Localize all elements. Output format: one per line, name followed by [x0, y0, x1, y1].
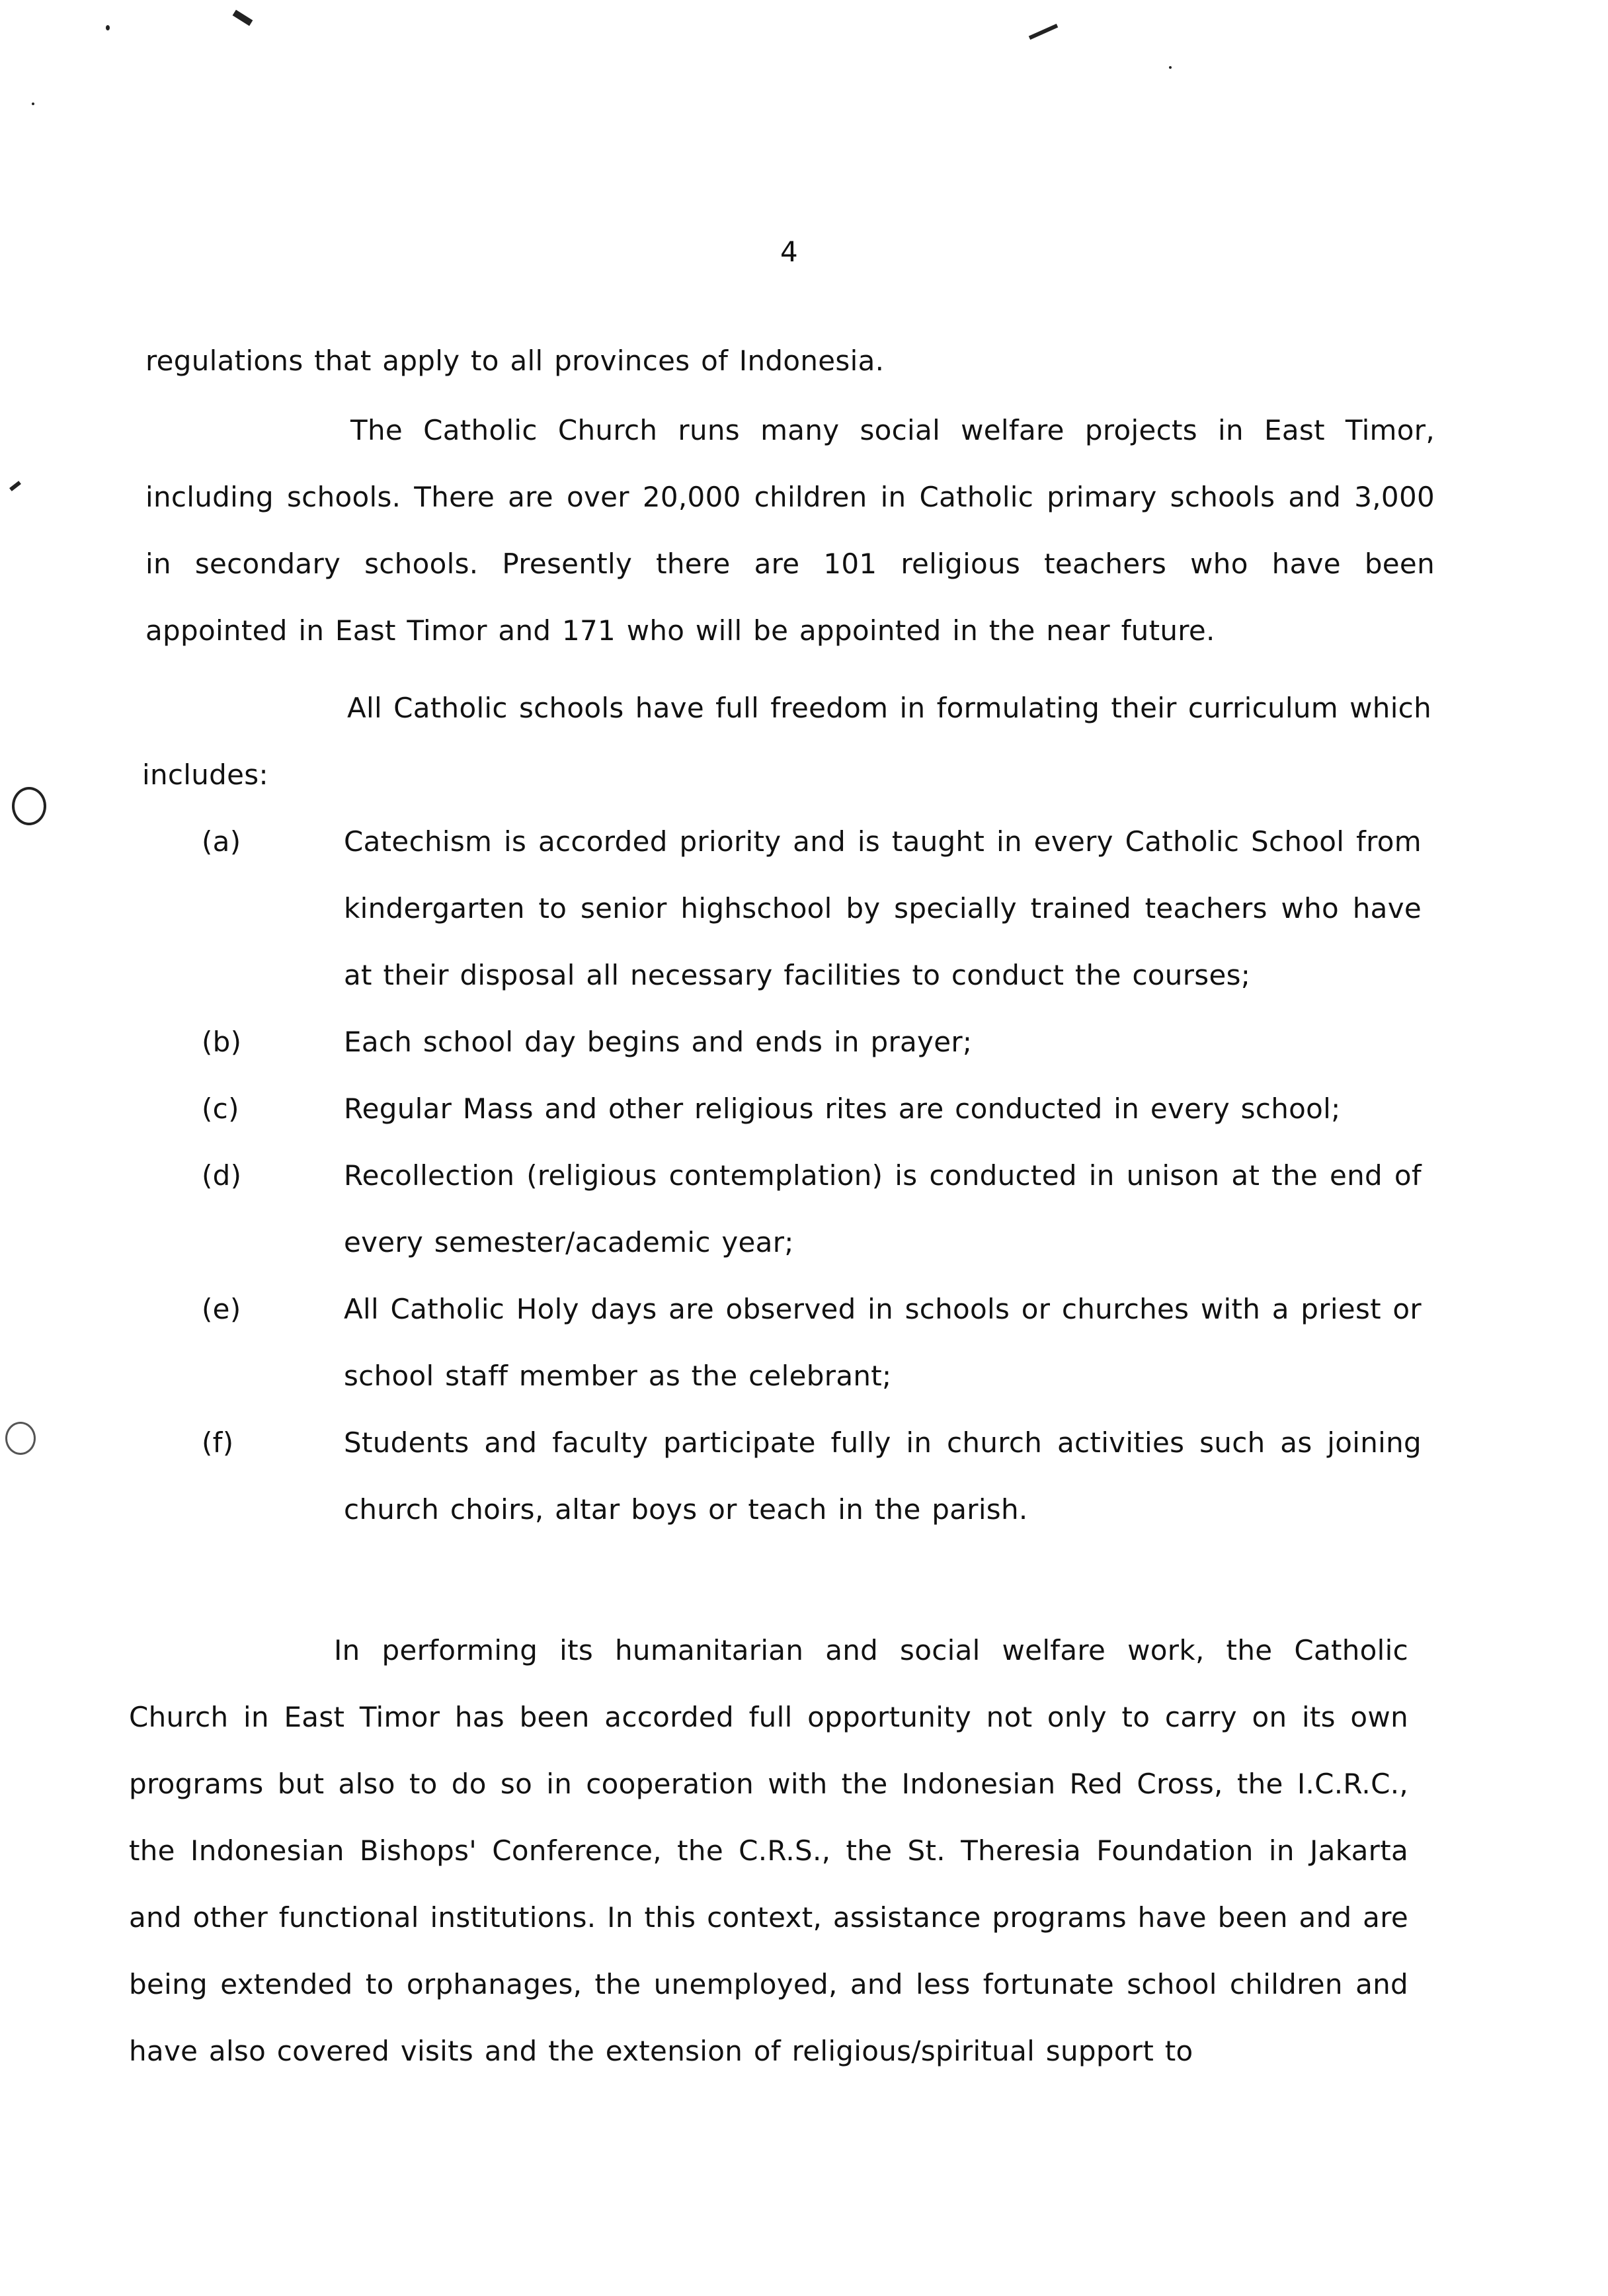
- continuation-line: regulations that apply to all provinces of Indonesia.: [145, 345, 885, 377]
- paragraph-schools: The Catholic Church runs many social welfare projects in East Timor, including schools. There are over 20,000 children in Catholic primary schools and 3,000 in secondary schools. Presently there are 101 religious teachers who have been appointed in East Timor and 171 who will be appointed in the near future.: [145, 414, 1435, 647]
- scan-mark: [233, 10, 253, 26]
- list-item-text: Recollection (religious contemplation) is conducted in unison at the end of every semester/academic year;: [344, 1159, 1422, 1258]
- page-number: 4: [780, 235, 798, 268]
- list-item: [202, 808, 1422, 1008]
- list-item-text: Each school day begins and ends in prayer;: [344, 1026, 973, 1058]
- list-item-text: Students and faculty participate fully in church activities such as joining church choirs, altar boys or teach in the parish.: [344, 1426, 1422, 1526]
- list-item: [202, 1008, 1422, 1075]
- list-marker: (b): [202, 1026, 242, 1058]
- scan-speck: [106, 25, 110, 30]
- list-item: [202, 1276, 1422, 1409]
- scan-speck: [1169, 66, 1172, 69]
- list-marker: (e): [202, 1293, 241, 1325]
- scan-mark: [9, 481, 21, 491]
- list-item-text: All Catholic Holy days are observed in schools or churches with a priest or school staff member as the celebrant;: [344, 1293, 1422, 1392]
- scan-mark: [1029, 24, 1058, 40]
- list-marker: (a): [202, 825, 241, 858]
- list-item: [202, 1142, 1422, 1276]
- list-item: [202, 1409, 1422, 1543]
- punch-hole: [5, 1422, 36, 1455]
- list-item: [202, 1075, 1422, 1142]
- punch-hole: [12, 787, 46, 825]
- list-marker: (d): [202, 1159, 242, 1192]
- list-item-text: Regular Mass and other religious rites are conducted in every school;: [344, 1092, 1341, 1125]
- list-item-text: Catechism is accorded priority and is taught in every Catholic School from kindergarten to senior highschool by specially trained teachers who have at their disposal all necessary facilities to conduct the courses;: [344, 825, 1422, 991]
- list-marker: (f): [202, 1426, 234, 1459]
- scan-speck: [32, 102, 34, 105]
- paragraph-humanitarian: In performing its humanitarian and social welfare work, the Catholic Church in East Timor has been accorded full opportunity not only to carry on its own programs but also to do so in cooperation with the Indonesian Red Cross, the I.C.R.C., the Indonesian Bishops' Conference, the C.R.S., the St. Theresia Foundation in Jakarta and other functional institutions. In this context, assistance programs have been and are being extended to orphanages, the unemployed, and less fortunate school children and have also covered visits and the extension of religious/spiritual support to: [129, 1634, 1408, 2067]
- paragraph-curriculum: All Catholic schools have full freedom in formulating their curriculum which includes:: [142, 692, 1431, 791]
- list-marker: (c): [202, 1092, 239, 1125]
- curriculum-list: [202, 808, 1422, 1543]
